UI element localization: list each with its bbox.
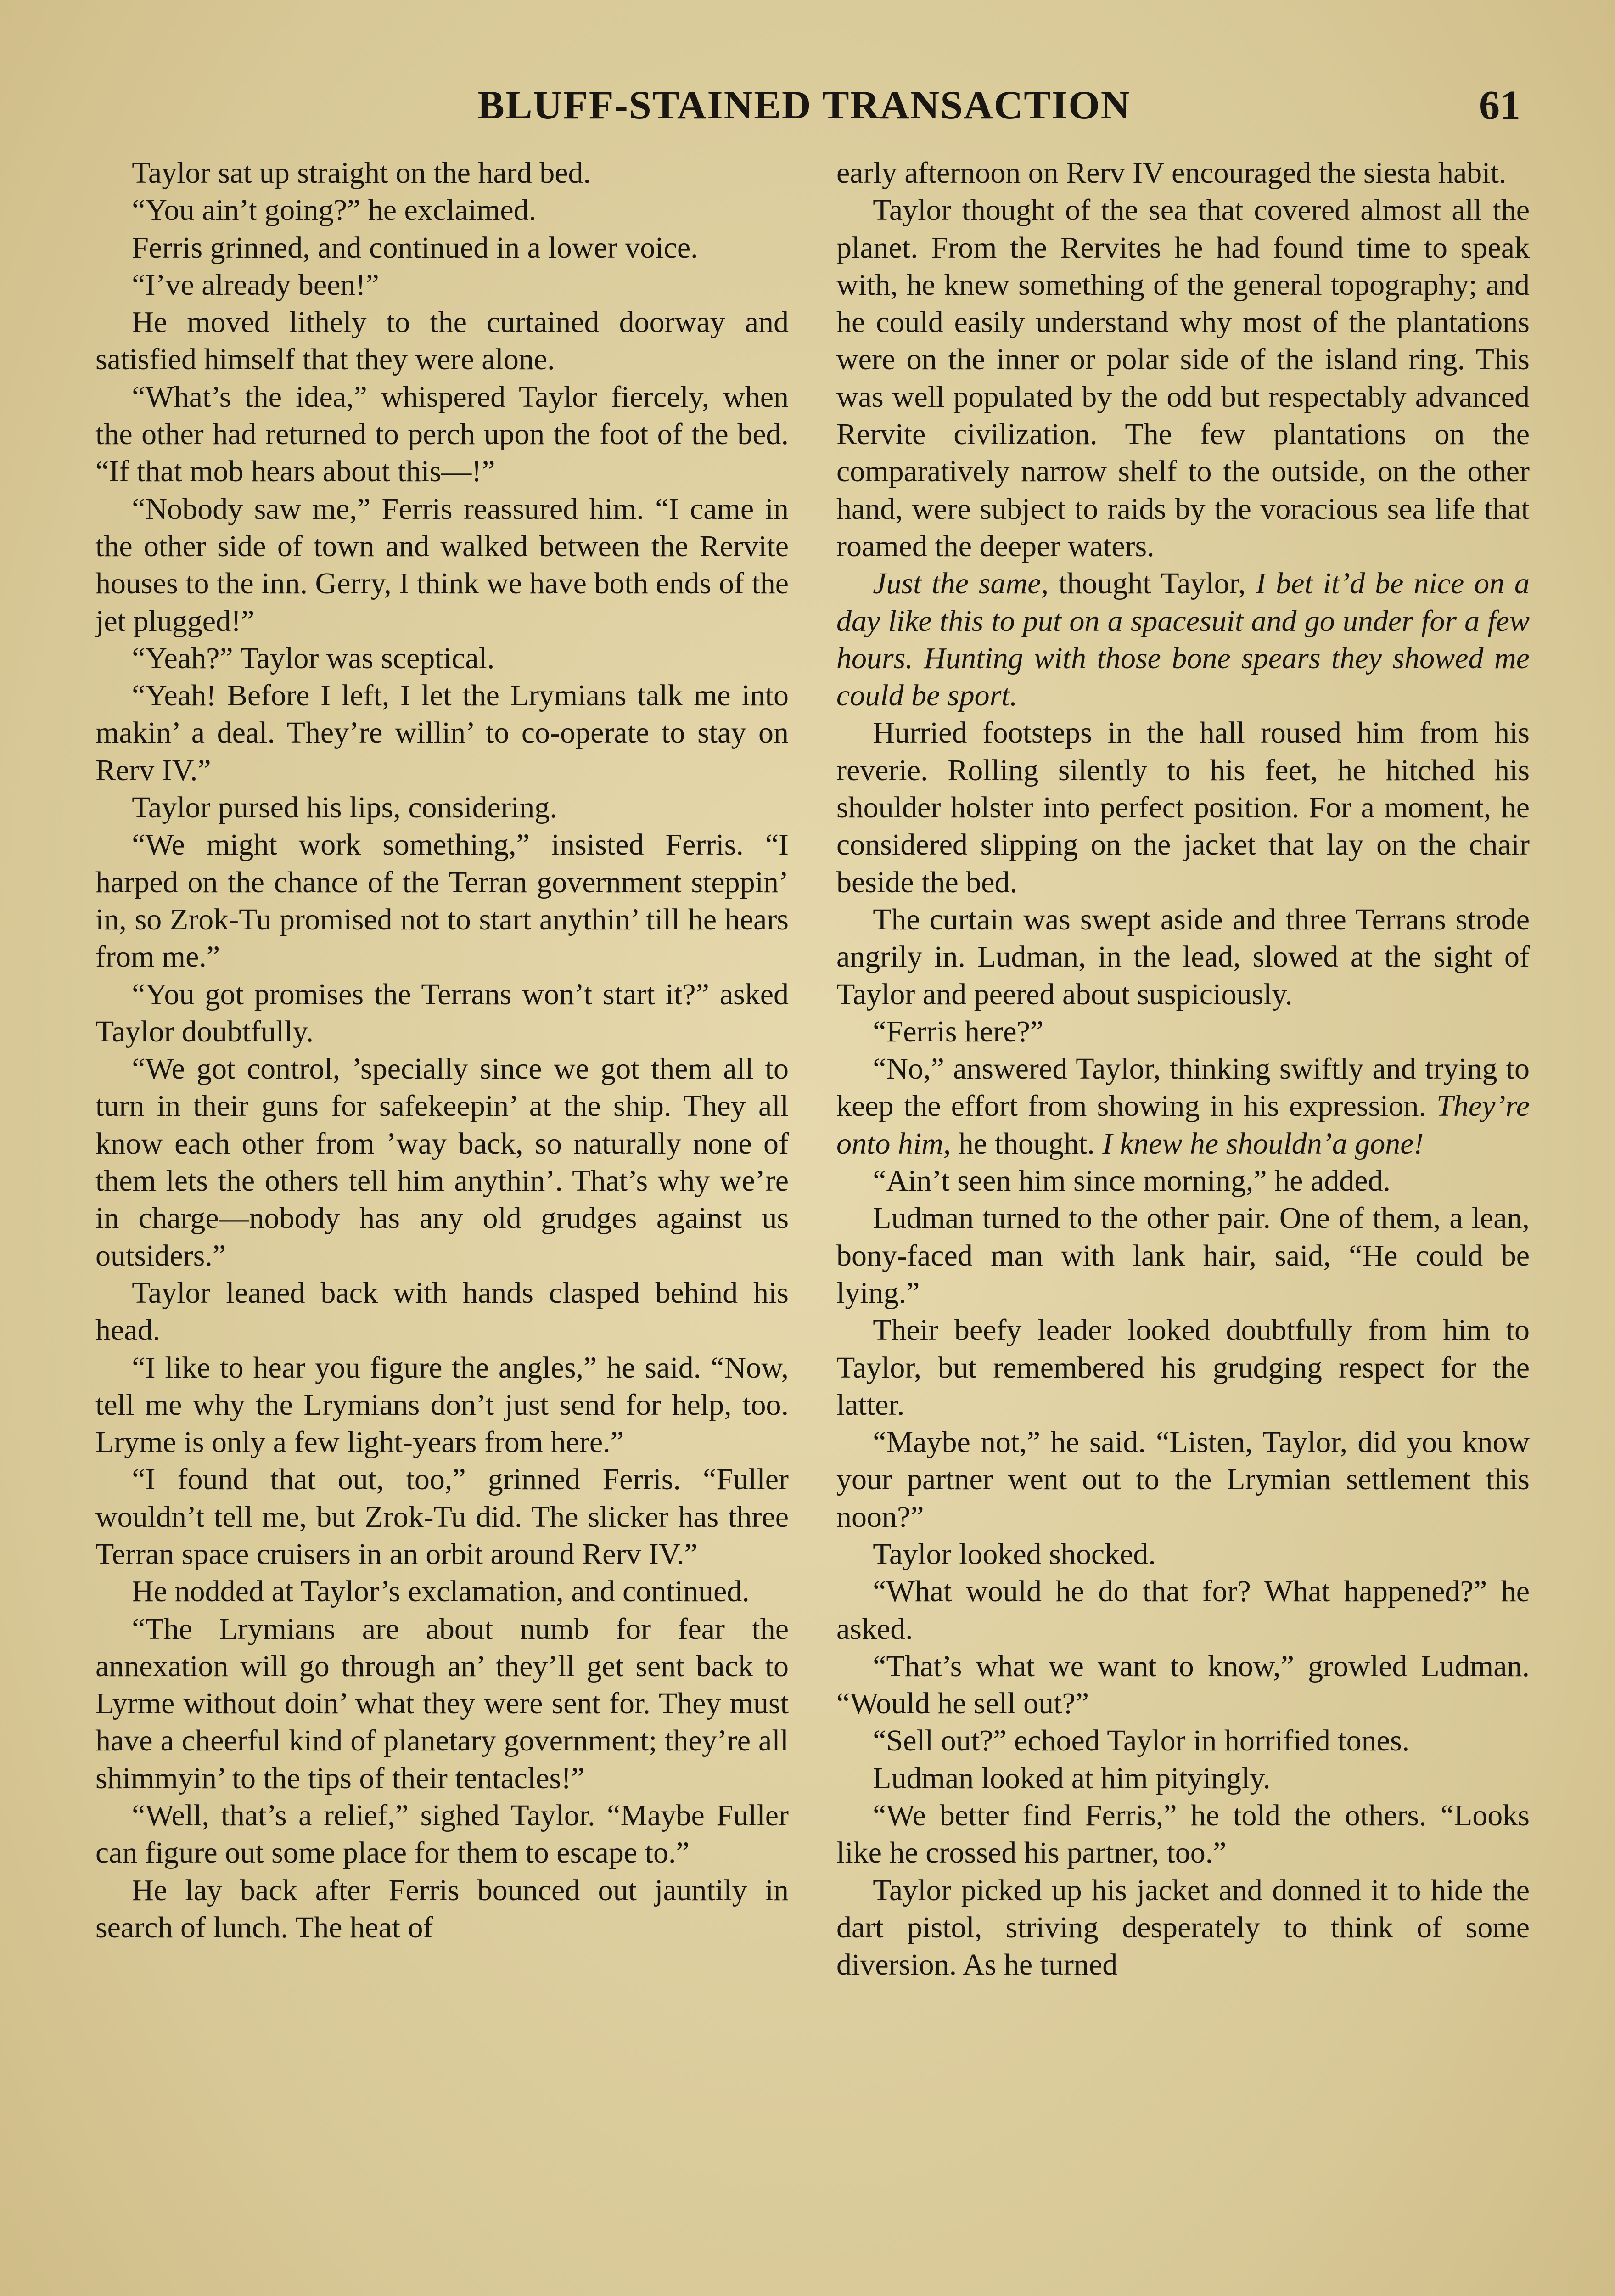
paragraph: Taylor thought of the sea that covered almost all the planet. From the Rervites he had found time to speak with, he knew something of the general topography; and he could easily understand why most of the plantations were on the inner or polar side of the island ring. This was well populated by the odd but respectably advanced Rervite civilization. The few plantations on the comparatively narrow shelf to the outside, on the other hand, were subject to raids by the voracious sea life that roamed the deeper waters. bbox=[836, 193, 1530, 563]
paragraph: “That’s what we want to know,” growled Ludman. “Would he sell out?” bbox=[836, 1649, 1530, 1721]
paragraph: Taylor pursed his lips, considering. bbox=[132, 791, 557, 825]
paragraph: “The Lrymians are about numb for fear the annexation will go through an’ they’ll get sent back to Lyrme without doin’ what they were sent for. They must have a cheerful kind of planetary government; they’re all shimmyin’ to the tips of their tentacles!” bbox=[95, 1612, 789, 1795]
paragraph: Their beefy leader looked doubtfully from him to Taylor, but remembered his grudging respect for the latter. bbox=[836, 1313, 1530, 1422]
paragraph: “We got control, ’specially since we got them all to turn in their guns for safekeepin’ at the ship. They all know each other from ’way back, so naturally none of them lets the others tell him anythin’. That’s why we’re in charge—nobody has any old grudges against us outsiders.” bbox=[95, 1052, 789, 1272]
paragraph: “Ferris here?” bbox=[873, 1014, 1044, 1048]
italic-text: I knew he shouldn’a gone! bbox=[1102, 1126, 1424, 1160]
paragraph: Taylor leaned back with hands clasped behind his head. bbox=[95, 1276, 789, 1347]
paragraph: “We might work something,” insisted Ferris. “I harped on the chance of the Terran government steppin’ in, so Zrok-Tu promised not to start anythin’ till he hears from me.” bbox=[95, 828, 789, 974]
italic-text: I bet it’d be nice on a day like this to put on a spacesuit and go under for a few hours. Hunting with those bone spears they showed me could be sport. bbox=[836, 567, 1530, 713]
paragraph: “I like to hear you figure the angles,” he said. “Now, tell me why the Lrymians don’t just send for help, too. Lryme is only a few light-years from here.” bbox=[95, 1351, 789, 1459]
paragraph-group bbox=[836, 191, 1530, 565]
paragraph: Taylor picked up his jacket and donned it to hide the dart pistol, striving desperately to think of some diversion. As he turned bbox=[836, 1873, 1530, 1982]
paragraph: “Well, that’s a relief,” sighed Taylor. “Maybe Fuller can figure out some place for them to escape to.” bbox=[95, 1799, 789, 1870]
mixed-paragraph bbox=[836, 1050, 1530, 1162]
paragraph: “You got promises the Terrans won’t start it?” asked Taylor doubtfully. bbox=[95, 977, 789, 1048]
paragraph: “Yeah! Before I left, I let the Lrymians talk me into makin’ a deal. They’re willin’ to co-operate to stay on Rerv IV.” bbox=[95, 679, 789, 787]
italic-thought-paragraph bbox=[836, 565, 1530, 714]
paragraph: He moved lithely to the curtained doorway and satisfied himself that they were alone. bbox=[95, 305, 789, 377]
paragraph-group bbox=[836, 1162, 1530, 1984]
paragraph: “Ain’t seen him since morning,” he added. bbox=[873, 1164, 1391, 1198]
paragraph: Taylor looked shocked. bbox=[873, 1537, 1156, 1571]
paragraph: The curtain was swept aside and three Terrans strode angrily in. Ludman, in the lead, slowed at the sight of Taylor and peered about suspiciously. bbox=[836, 902, 1530, 1011]
paragraph: Ferris grinned, and continued in a lower voice. bbox=[132, 231, 698, 264]
paragraph: “Sell out?” echoed Taylor in horrified tones. bbox=[873, 1724, 1410, 1758]
paragraph-group bbox=[836, 714, 1530, 1050]
paragraph: He lay back after Ferris bounced out jauntily in search of lunch. The heat of bbox=[95, 1873, 789, 1944]
paragraph: “What would he do that for? What happened?” he asked. bbox=[836, 1575, 1530, 1646]
paragraph: “Yeah?” Taylor was sceptical. bbox=[132, 641, 495, 675]
paragraph: “You ain’t going?” he exclaimed. bbox=[132, 193, 537, 227]
plain-text: thought Taylor, bbox=[1049, 567, 1256, 601]
right-text-column bbox=[836, 154, 1530, 1984]
italic-text: Just the same, bbox=[873, 567, 1049, 601]
continued-paragraph: early afternoon on Rerv IV encouraged the siesta habit. bbox=[836, 156, 1507, 190]
paragraph: “What’s the idea,” whispered Taylor fiercely, when the other had returned to perch upon the foot of the bed. “If that mob hears about this—!” bbox=[95, 380, 789, 489]
paragraph: “I found that out, too,” grinned Ferris. “Fuller wouldn’t tell me, but Zrok-Tu did. The slicker has three Terran space cruisers in an orbit around Rerv IV.” bbox=[95, 1463, 789, 1571]
plain-text: “No,” answered Taylor, thinking swiftly and trying to keep the effort from showing in his expression. bbox=[836, 1052, 1530, 1123]
paragraph: Taylor sat up straight on the hard bed. bbox=[132, 156, 591, 190]
paragraph: He nodded at Taylor’s exclamation, and continued. bbox=[132, 1575, 750, 1609]
page-number: 61 bbox=[1479, 83, 1520, 128]
paragraph: Ludman turned to the other pair. One of them, a lean, bony-faced man with lank hair, said, “He could be lying.” bbox=[836, 1201, 1530, 1310]
plain-text: he thought. bbox=[951, 1126, 1103, 1160]
paragraph: Ludman looked at him pityingly. bbox=[873, 1761, 1271, 1795]
paragraph: “Maybe not,” he said. “Listen, Taylor, did you know your partner went out to the Lrymian settlement this noon?” bbox=[836, 1425, 1530, 1534]
italic-text: They’re onto him, bbox=[836, 1089, 1530, 1160]
left-text-column bbox=[95, 154, 789, 1946]
page-header bbox=[0, 83, 1615, 138]
paragraph: “We better find Ferris,” he told the others. “Looks like he crossed his partner, too.” bbox=[836, 1799, 1530, 1870]
running-title: BLUFF-STAINED TRANSACTION bbox=[477, 83, 1131, 128]
paragraph: “I’ve already been!” bbox=[132, 268, 379, 302]
paragraph: “Nobody saw me,” Ferris reassured him. “I came in the other side of town and walked between the Rervite houses to the inn. Gerry, I think we have both ends of the jet plugged!” bbox=[95, 492, 789, 638]
paragraph: Hurried footsteps in the hall roused him from his reverie. Rolling silently to his feet, he hitched his shoulder holster into perfect position. For a moment, he considered slipping on the jacket that lay on the chair beside the bed. bbox=[836, 716, 1530, 899]
